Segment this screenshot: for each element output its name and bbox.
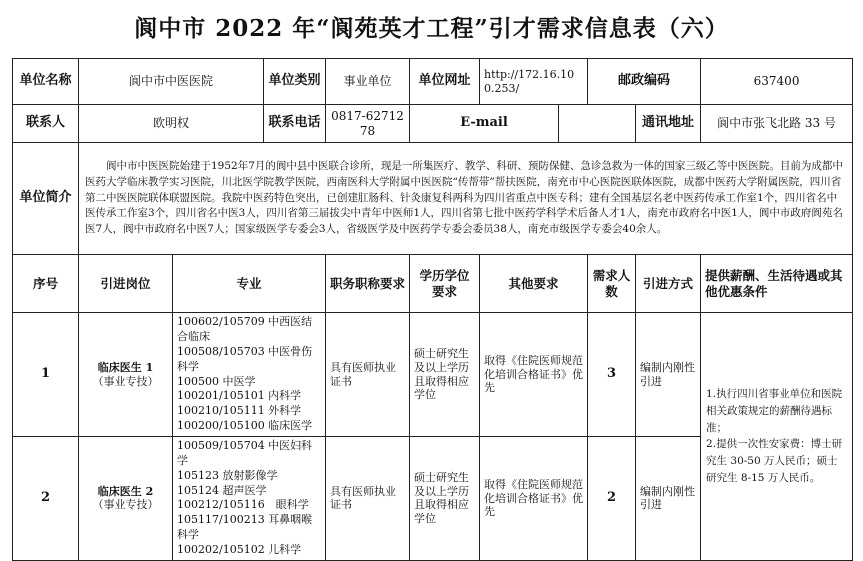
post-title: 临床医生 1 bbox=[97, 360, 154, 374]
row-post bbox=[79, 313, 173, 437]
header-count: 需求人数 bbox=[588, 255, 636, 313]
unit-name: 阆中市中医医院 bbox=[79, 59, 264, 105]
major-item: 105124 超声医学 bbox=[177, 483, 267, 497]
major-item: 100210/105111 外科学 bbox=[177, 404, 302, 418]
header-benefits: 提供薪酬、生活待遇或其他优惠条件 bbox=[701, 255, 853, 313]
unit-info-row bbox=[13, 59, 853, 105]
major-item: 105117/100213 耳鼻咽喉科学 bbox=[177, 513, 313, 542]
header-method: 引进方式 bbox=[636, 255, 701, 313]
post-type: （事业专技） bbox=[92, 498, 159, 512]
row-title-req: 具有医师执业证书 bbox=[326, 313, 410, 437]
row-title-req: 具有医师执业证书 bbox=[326, 437, 410, 561]
major-item: 100509/105704 中医妇科学 bbox=[177, 439, 313, 467]
row-majors bbox=[173, 313, 326, 437]
row-method: 编制内刚性引进 bbox=[636, 313, 701, 437]
row-count: 3 bbox=[588, 313, 636, 437]
major-item: 100508/105703 中医骨伤科学 bbox=[177, 344, 313, 373]
unit-name-label: 单位名称 bbox=[13, 59, 79, 105]
major-item: 100602/105709 中西医结合临床 bbox=[177, 315, 313, 343]
row-edu-req: 硕士研究生及以上学历且取得相应学位 bbox=[410, 437, 480, 561]
page-title: 阆中市 2022 年“阆苑英才工程”引才需求信息表（六） bbox=[134, 14, 729, 42]
intro-label: 单位简介 bbox=[13, 143, 79, 255]
table-row bbox=[13, 313, 853, 437]
benefits-cell bbox=[701, 313, 853, 561]
unit-intro: 阆中市中医医院始建于1952年7月的阆中县中医联合诊所，现是一所集医疗、教学、科研、预防保健、急诊急救为一体的国家三级乙等中医医院。目前为成都中医药大学临床教学实习医院，川北医学院教学医院，西南医科大学附属中医医院“传帮带”帮扶医院，南充市中心医院医联体医院，成都中医药大学附属医院，四川省第二中医医院联体联盟医院。我院中医药特色突出，已创建肛肠科、针灸康复科两科为四川省重点中医专科；建有全国基层名老中医药传承工作室1个，四川省名中医传承工作室3个，四川省名中医3人，四川省第三届拔尖中青年中医师1人，四川省第七批中医药学科学术后备人才1人，南充市政府名中医1人，阆中市政府阆苑名医7人，阆中市政府名中医7人；国家级医学专委会3人，省级医学及中医药学专委会委员38人，南充市级医学专委会40余人。 bbox=[79, 143, 853, 255]
row-count: 2 bbox=[588, 437, 636, 561]
major-item: 100200/105100 临床医学 bbox=[177, 419, 313, 433]
post-title: 临床医生 2 bbox=[97, 484, 154, 498]
phone-label: 联系电话 bbox=[264, 105, 326, 143]
header-edu-req: 学历学位要求 bbox=[410, 255, 480, 313]
major-item: 105123 放射影像学 bbox=[177, 468, 278, 482]
contact-label: 联系人 bbox=[13, 105, 79, 143]
website-label: 单位网址 bbox=[410, 59, 480, 105]
contact-name: 欧明权 bbox=[79, 105, 264, 143]
contact-row bbox=[13, 105, 853, 143]
header-other-req: 其他要求 bbox=[480, 255, 588, 313]
postcode: 637400 bbox=[701, 59, 853, 105]
row-seq: 1 bbox=[13, 313, 79, 437]
email-value bbox=[559, 105, 636, 143]
row-post bbox=[79, 437, 173, 561]
address: 阆中市张飞北路 33 号 bbox=[701, 105, 853, 143]
major-item: 100500 中医学 bbox=[177, 374, 256, 388]
row-edu-req: 硕士研究生及以上学历且取得相应学位 bbox=[410, 313, 480, 437]
benefit-item: 1.执行四川省事业单位和医院相关政策规定的薪酬待遇标准； bbox=[706, 387, 843, 434]
address-label: 通讯地址 bbox=[636, 105, 701, 143]
major-item: 100212/105116 眼科学 bbox=[177, 498, 309, 512]
benefit-item: 2.提供一次性安家费：博士研究生 30-50 万人民币；硕士研究生 8-15 万人民币。 bbox=[706, 438, 843, 484]
website-link[interactable]: http://172.16.100.253/ bbox=[480, 59, 588, 105]
phone-number: 0817-6271278 bbox=[326, 105, 410, 143]
recruitment-table bbox=[12, 58, 853, 561]
email-label: E-mail bbox=[410, 105, 559, 143]
post-type: （事业专技） bbox=[92, 374, 159, 388]
row-seq: 2 bbox=[13, 437, 79, 561]
row-majors bbox=[173, 437, 326, 561]
header-seq: 序号 bbox=[13, 255, 79, 313]
row-other-req: 取得《住院医师规范化培训合格证书》优先 bbox=[480, 313, 588, 437]
major-item: 100201/105101 内科学 bbox=[177, 389, 302, 403]
row-other-req: 取得《住院医师规范化培训合格证书》优先 bbox=[480, 437, 588, 561]
unit-type: 事业单位 bbox=[326, 59, 410, 105]
header-major: 专业 bbox=[173, 255, 326, 313]
unit-type-label: 单位类别 bbox=[264, 59, 326, 105]
header-row bbox=[13, 255, 853, 313]
header-post: 引进岗位 bbox=[79, 255, 173, 313]
intro-row bbox=[13, 143, 853, 255]
major-item: 100202/105102 儿科学 bbox=[177, 542, 302, 556]
row-method: 编制内刚性引进 bbox=[636, 437, 701, 561]
postcode-label: 邮政编码 bbox=[588, 59, 701, 105]
header-title-req: 职务职称要求 bbox=[326, 255, 410, 313]
